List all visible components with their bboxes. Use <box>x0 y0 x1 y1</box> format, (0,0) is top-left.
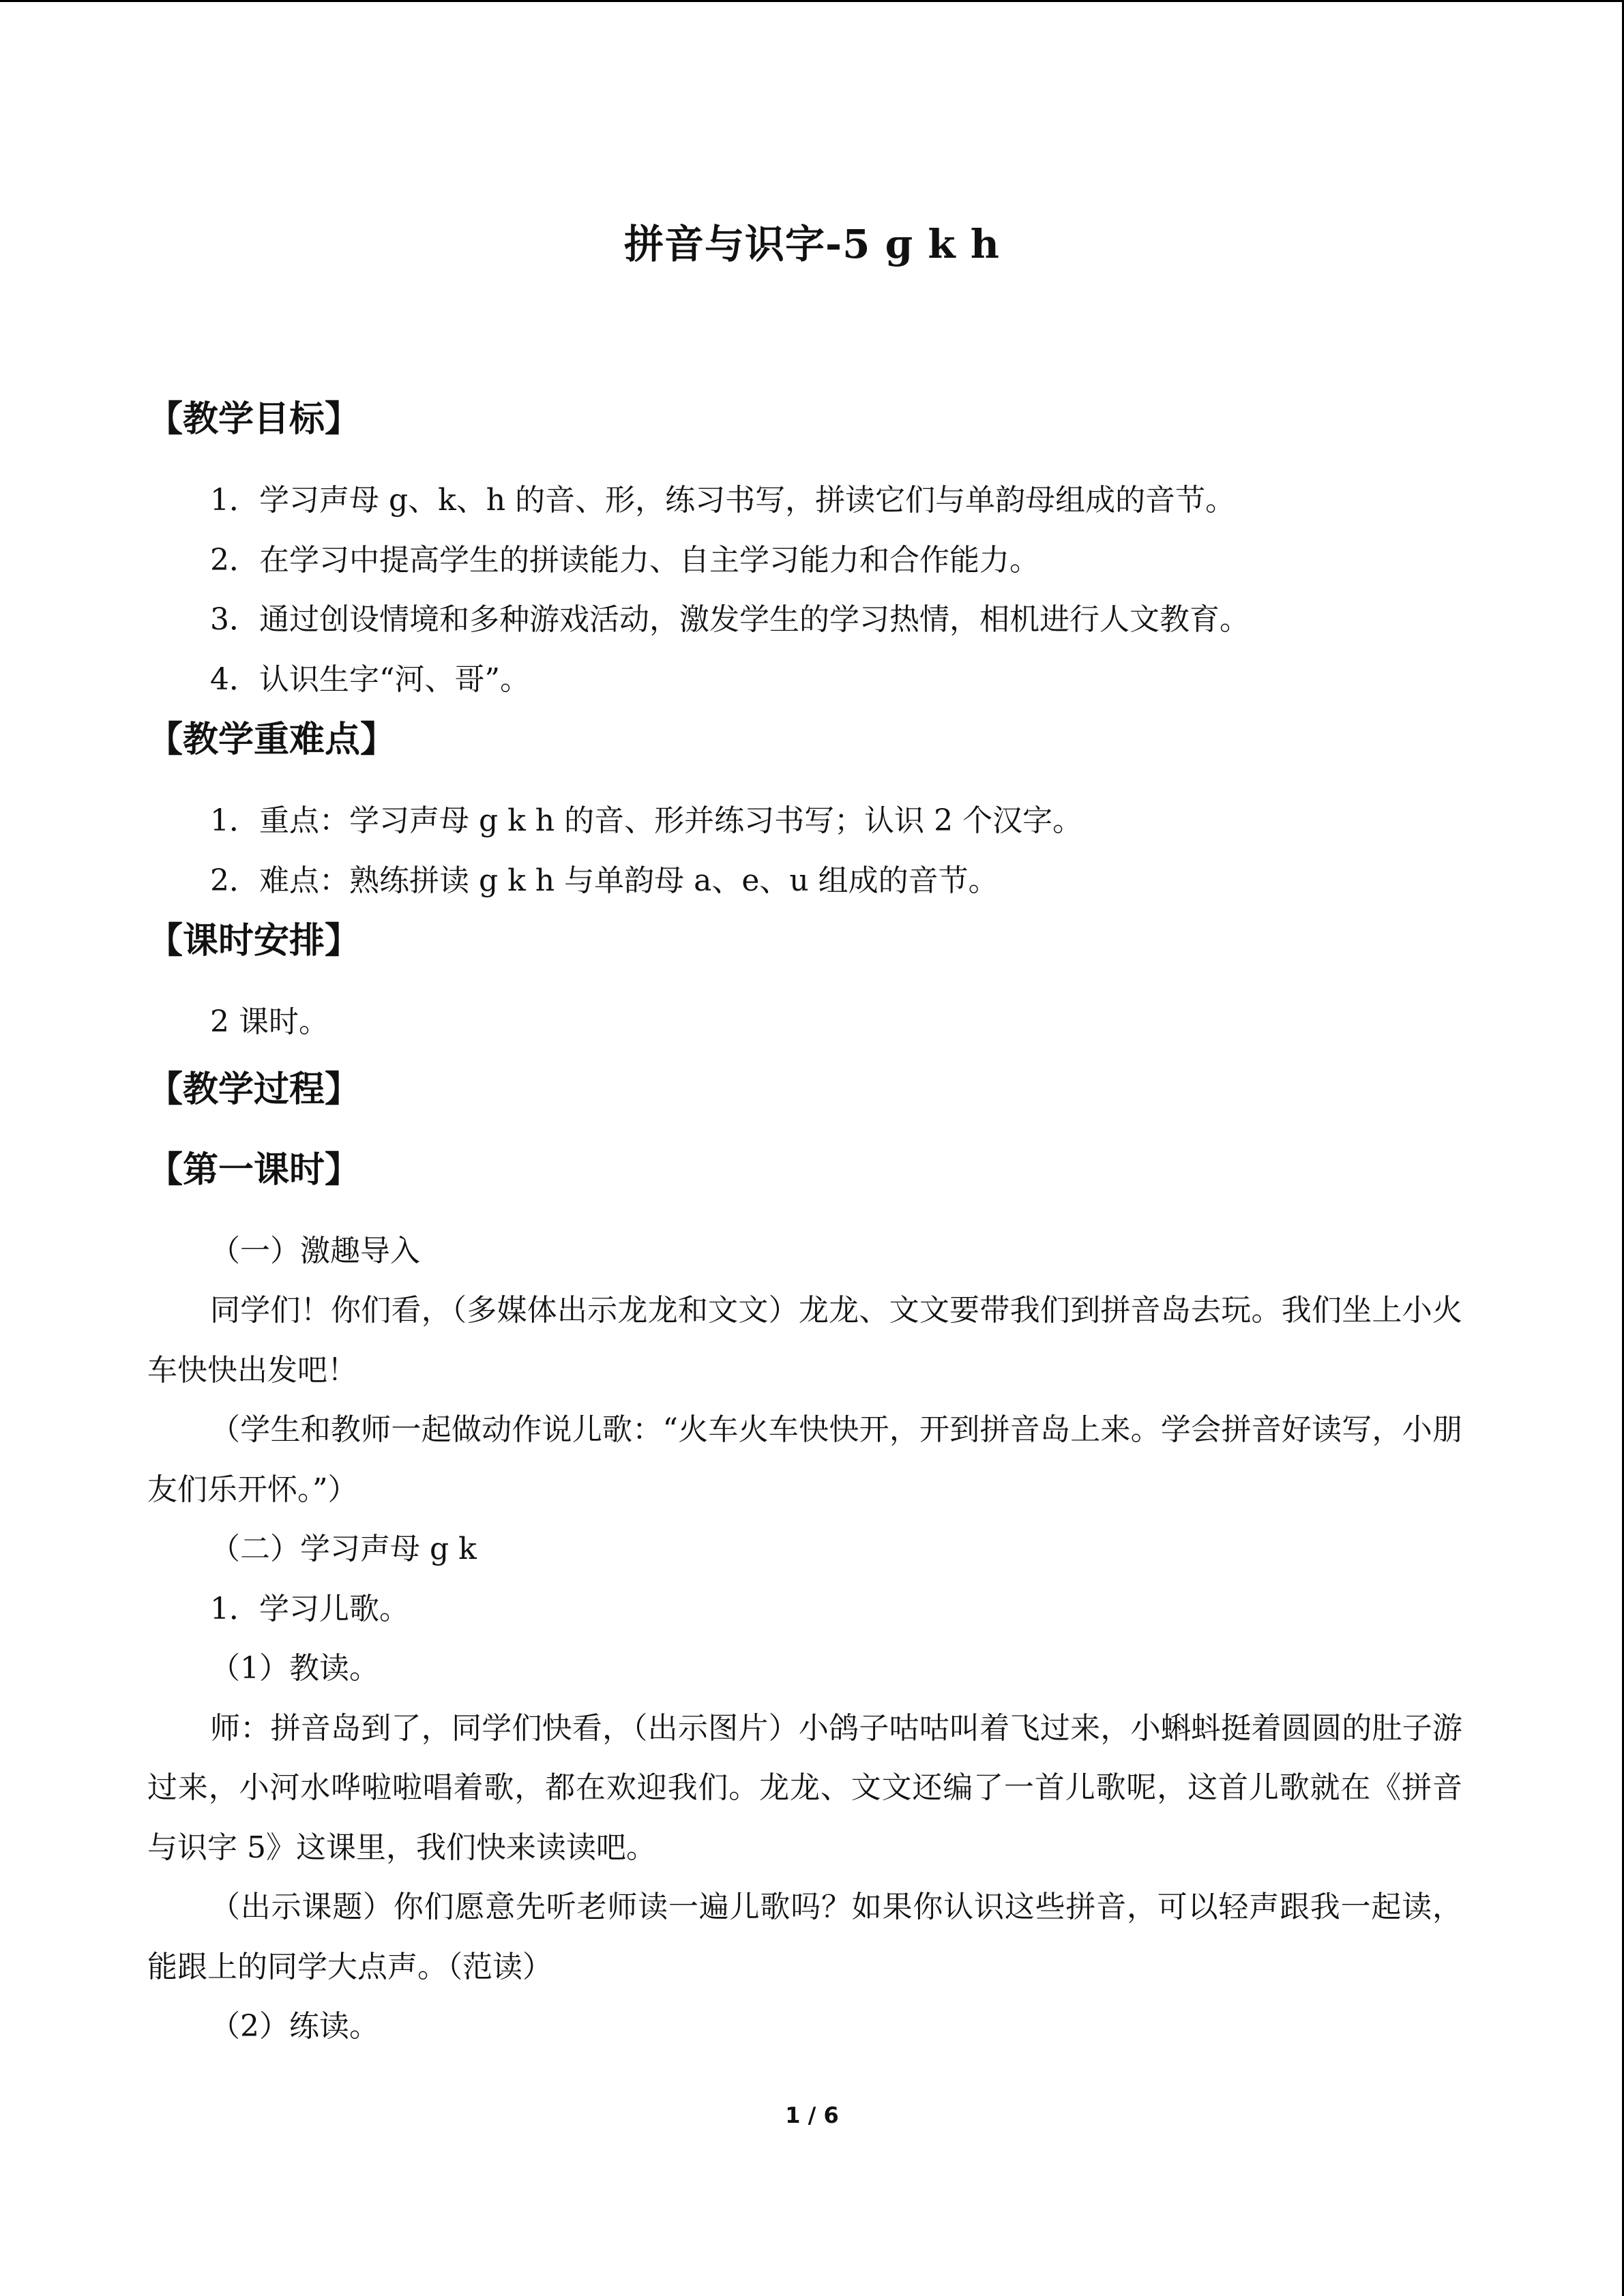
lesson-paragraph-2: 同学们！你们看，（多媒体出示龙龙和文文）龙龙、文文要带我们到拼音岛去玩。我们坐上小火车快快出发吧！ <box>147 1293 1462 1388</box>
goal-item-1: 1．学习声母 g、k、h 的音、形，练习书写，拼读它们与单韵母组成的音节。 <box>210 483 1236 518</box>
heading-teaching-process: 【教学过程】 <box>147 1069 361 1110</box>
lesson-paragraph-6: （1）教读。 <box>210 1651 379 1686</box>
key-point-item-2: 2．难点：熟练拼读 g k h 与单韵母 a、e、u 组成的音节。 <box>210 863 999 898</box>
heading-schedule: 【课时安排】 <box>147 921 361 961</box>
page-number: 1 / 6 <box>785 2102 839 2128</box>
heading-key-points: 【教学重难点】 <box>147 719 396 760</box>
document-body <box>147 389 1462 2057</box>
lesson-paragraph-4: （二）学习声母 g k <box>210 1532 477 1566</box>
goal-item-3: 3．通过创设情境和多种游戏活动，激发学生的学习热情，相机进行人文教育。 <box>210 602 1250 637</box>
lesson-paragraph-9: （2）练读。 <box>210 2009 379 2044</box>
goal-item-4: 4．认识生字“河、哥”。 <box>210 661 530 697</box>
document-title: 拼音与识字-5 ɡ k h <box>624 221 1000 267</box>
lesson-paragraph-1: （一）激趣导入 <box>210 1233 420 1268</box>
schedule-text: 2 课时。 <box>210 1004 329 1039</box>
lesson-paragraph-3: （学生和教师一起做动作说儿歌：“火车火车快快开，开到拼音岛上来。学会拼音好读写，小朋友们乐开怀。”） <box>147 1412 1462 1507</box>
lesson-paragraph-5: 1．学习儿歌。 <box>210 1591 409 1626</box>
key-point-item-1: 1．重点：学习声母 g k h 的音、形并练习书写；认识 2 个汉字。 <box>210 803 1083 838</box>
lesson-paragraph-8: （出示课题）你们愿意先听老师读一遍儿歌吗？如果你认识这些拼音，可以轻声跟我一起读，能跟上的同学大点声。（范读） <box>147 1890 1462 1984</box>
goal-item-2: 2．在学习中提高学生的拼读能力、自主学习能力和合作能力。 <box>210 542 1039 578</box>
heading-teaching-goals: 【教学目标】 <box>147 399 361 440</box>
heading-first-lesson: 【第一课时】 <box>147 1149 361 1191</box>
lesson-paragraph-7: 师：拼音岛到了，同学们快看，（出示图片）小鸽子咕咕叫着飞过来，小蝌蚪挺着圆圆的肚子游过来，小河水哗啦啦唱着歌，都在欢迎我们。龙龙、文文还编了一首儿歌呢，这首儿歌就在《拼音与识字 5》这课里，我们快来读读吧。 <box>147 1710 1462 1865</box>
page-border-top <box>0 0 1624 2</box>
